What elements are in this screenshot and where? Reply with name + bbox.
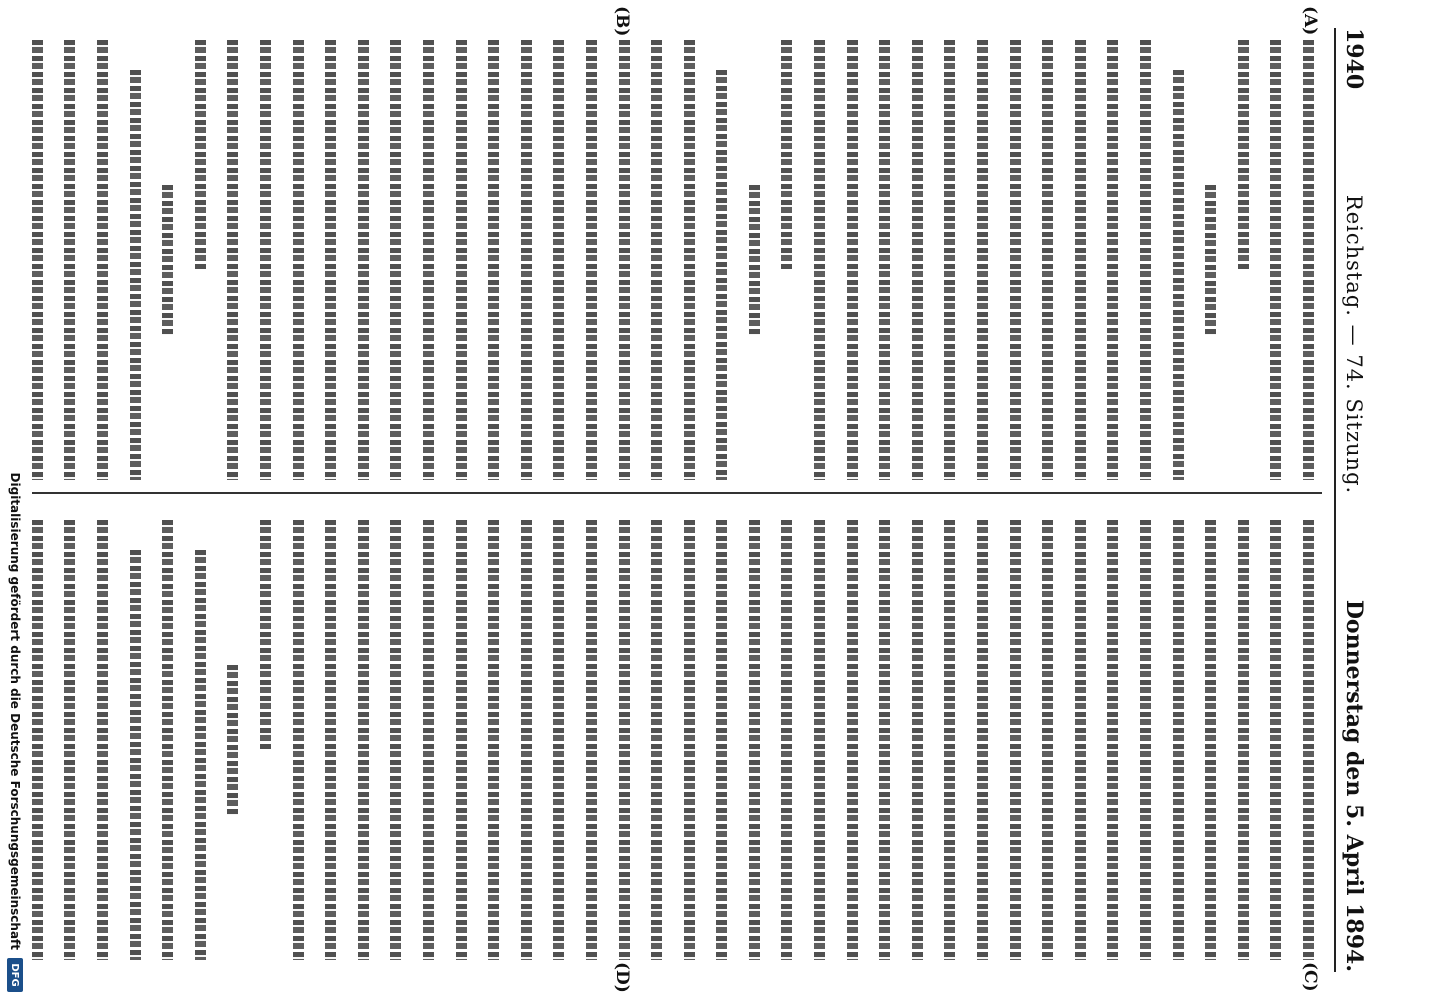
illegible-text-placeholder [684,40,695,480]
text-line [572,520,605,960]
illegible-text-placeholder [260,520,271,749]
illegible-text-placeholder [1140,520,1151,960]
illegible-text-placeholder [32,520,43,960]
text-line [51,520,84,960]
margin-marker-a: (A) [1300,6,1320,36]
illegible-text-placeholder [162,520,173,960]
illegible-text-placeholder [977,520,988,960]
illegible-text-placeholder [814,520,825,960]
text-line [181,520,214,960]
illegible-text-placeholder [1140,40,1151,480]
illegible-text-placeholder [1075,40,1086,480]
text-line [866,520,899,960]
text-line [963,40,996,480]
illegible-text-placeholder [651,520,662,960]
text-line [1257,520,1290,960]
illegible-text-placeholder [619,40,630,480]
illegible-text-placeholder [619,520,630,960]
text-line [279,520,312,960]
illegible-text-placeholder [912,40,923,480]
illegible-text-placeholder [1238,40,1249,269]
margin-marker-c: (C) [1300,962,1320,992]
illegible-text-placeholder [847,520,858,960]
text-line [149,520,182,960]
text-line [703,520,736,960]
text-line [540,520,573,960]
text-line [1289,40,1322,480]
text-line [735,520,768,960]
illegible-text-placeholder [358,520,369,960]
illegible-text-placeholder [390,40,401,480]
text-line [833,520,866,960]
text-column-right [32,520,1322,960]
text-line [670,40,703,480]
text-line [507,520,540,960]
text-line [214,520,247,960]
text-line [442,520,475,960]
text-line [344,40,377,480]
text-line [703,40,736,480]
illegible-text-placeholder [32,40,43,480]
illegible-text-placeholder [1303,40,1314,480]
text-line [866,40,899,480]
illegible-text-placeholder [879,520,890,960]
text-line [214,40,247,480]
text-line [475,520,508,960]
illegible-text-placeholder [325,40,336,480]
text-line [507,40,540,480]
text-line [377,40,410,480]
text-line [996,520,1029,960]
illegible-text-placeholder [716,70,727,480]
illegible-text-placeholder [97,520,108,960]
illegible-text-placeholder [782,40,793,269]
illegible-text-placeholder [97,40,108,480]
illegible-text-placeholder [1107,520,1118,960]
text-line [963,520,996,960]
illegible-text-placeholder [1107,40,1118,480]
illegible-text-placeholder [64,40,75,480]
illegible-text-placeholder [1173,70,1184,480]
text-line [833,40,866,480]
illegible-text-placeholder [293,520,304,960]
illegible-text-placeholder [227,665,238,815]
text-line [312,520,345,960]
illegible-text-placeholder [293,40,304,480]
text-line [32,520,51,960]
illegible-text-placeholder [456,520,467,960]
illegible-text-placeholder [553,40,564,480]
text-line [1126,520,1159,960]
illegible-text-placeholder [814,40,825,480]
text-line [898,40,931,480]
text-line [1192,520,1225,960]
text-line [1061,40,1094,480]
text-line [801,40,834,480]
illegible-text-placeholder [749,520,760,960]
text-line [377,520,410,960]
text-line [1029,520,1062,960]
text-line [181,40,214,480]
page-number: 1940 [1341,28,1367,90]
session-date: Donnerstag den 5. April 1894. [1341,599,1367,972]
page-header [1334,28,1372,972]
illegible-text-placeholder [586,520,597,960]
text-line [409,520,442,960]
illegible-text-placeholder [488,520,499,960]
illegible-text-placeholder [456,40,467,480]
text-line [1094,40,1127,480]
illegible-text-placeholder [423,520,434,960]
illegible-text-placeholder [1075,520,1086,960]
text-line [996,40,1029,480]
text-line [279,40,312,480]
illegible-text-placeholder [423,40,434,480]
illegible-text-placeholder [944,40,955,480]
text-line [246,520,279,960]
text-line [931,40,964,480]
text-line [801,520,834,960]
illegible-text-placeholder [358,40,369,480]
text-line [344,520,377,960]
text-line [768,40,801,480]
illegible-text-placeholder [64,520,75,960]
column-divider [32,492,1322,494]
text-line [1257,40,1290,480]
digitization-credit [4,0,26,1000]
illegible-text-placeholder [977,40,988,480]
text-column-left [32,40,1322,480]
illegible-text-placeholder [912,520,923,960]
illegible-text-placeholder [130,550,141,960]
illegible-text-placeholder [1042,40,1053,480]
text-line [312,40,345,480]
running-title: Reichstag. — 74. Sitzung. [1342,194,1366,495]
text-line [670,520,703,960]
text-line [51,40,84,480]
text-line [572,40,605,480]
text-line [1159,40,1192,480]
text-line [1029,40,1062,480]
illegible-text-placeholder [325,520,336,960]
text-line [735,40,768,480]
credit-text: Digitalisierung gefördert durch die Deutsche Forschungsgemeinschaft [8,472,22,950]
text-line [1224,520,1257,960]
illegible-text-placeholder [1270,40,1281,480]
illegible-text-placeholder [553,520,564,960]
margin-marker-b: (B) [612,6,632,37]
text-line [898,520,931,960]
illegible-text-placeholder [749,185,760,335]
illegible-text-placeholder [1010,40,1021,480]
illegible-text-placeholder [847,40,858,480]
illegible-text-placeholder [195,40,206,269]
text-line [83,40,116,480]
illegible-text-placeholder [586,40,597,480]
text-line [605,520,638,960]
illegible-text-placeholder [521,40,532,480]
illegible-text-placeholder [521,520,532,960]
text-line [1192,40,1225,480]
margin-marker-d: (D) [612,962,632,993]
text-line [931,520,964,960]
text-line [1094,520,1127,960]
text-line [1224,40,1257,480]
illegible-text-placeholder [1173,520,1184,960]
illegible-text-placeholder [879,40,890,480]
illegible-text-placeholder [162,185,173,335]
text-line [1289,520,1322,960]
illegible-text-placeholder [716,520,727,960]
illegible-text-placeholder [944,520,955,960]
text-line [475,40,508,480]
text-line [638,40,671,480]
illegible-text-placeholder [1238,520,1249,960]
dfg-logo: DFG [7,958,23,992]
illegible-text-placeholder [195,550,206,960]
illegible-text-placeholder [684,520,695,960]
text-line [116,520,149,960]
illegible-text-placeholder [1303,520,1314,960]
illegible-text-placeholder [1205,185,1216,335]
text-line [32,40,51,480]
illegible-text-placeholder [1270,520,1281,960]
text-line [409,40,442,480]
text-line [246,40,279,480]
illegible-text-placeholder [651,40,662,480]
illegible-text-placeholder [782,520,793,960]
illegible-text-placeholder [1042,520,1053,960]
text-line [605,40,638,480]
illegible-text-placeholder [130,70,141,480]
text-line [1126,40,1159,480]
illegible-text-placeholder [488,40,499,480]
illegible-text-placeholder [1010,520,1021,960]
illegible-text-placeholder [1205,520,1216,960]
text-line [540,40,573,480]
text-line [116,40,149,480]
illegible-text-placeholder [227,40,238,480]
text-line [638,520,671,960]
illegible-text-placeholder [390,520,401,960]
text-line [768,520,801,960]
text-line [149,40,182,480]
illegible-text-placeholder [260,40,271,480]
text-line [442,40,475,480]
text-line [1159,520,1192,960]
text-line [1061,520,1094,960]
text-line [83,520,116,960]
